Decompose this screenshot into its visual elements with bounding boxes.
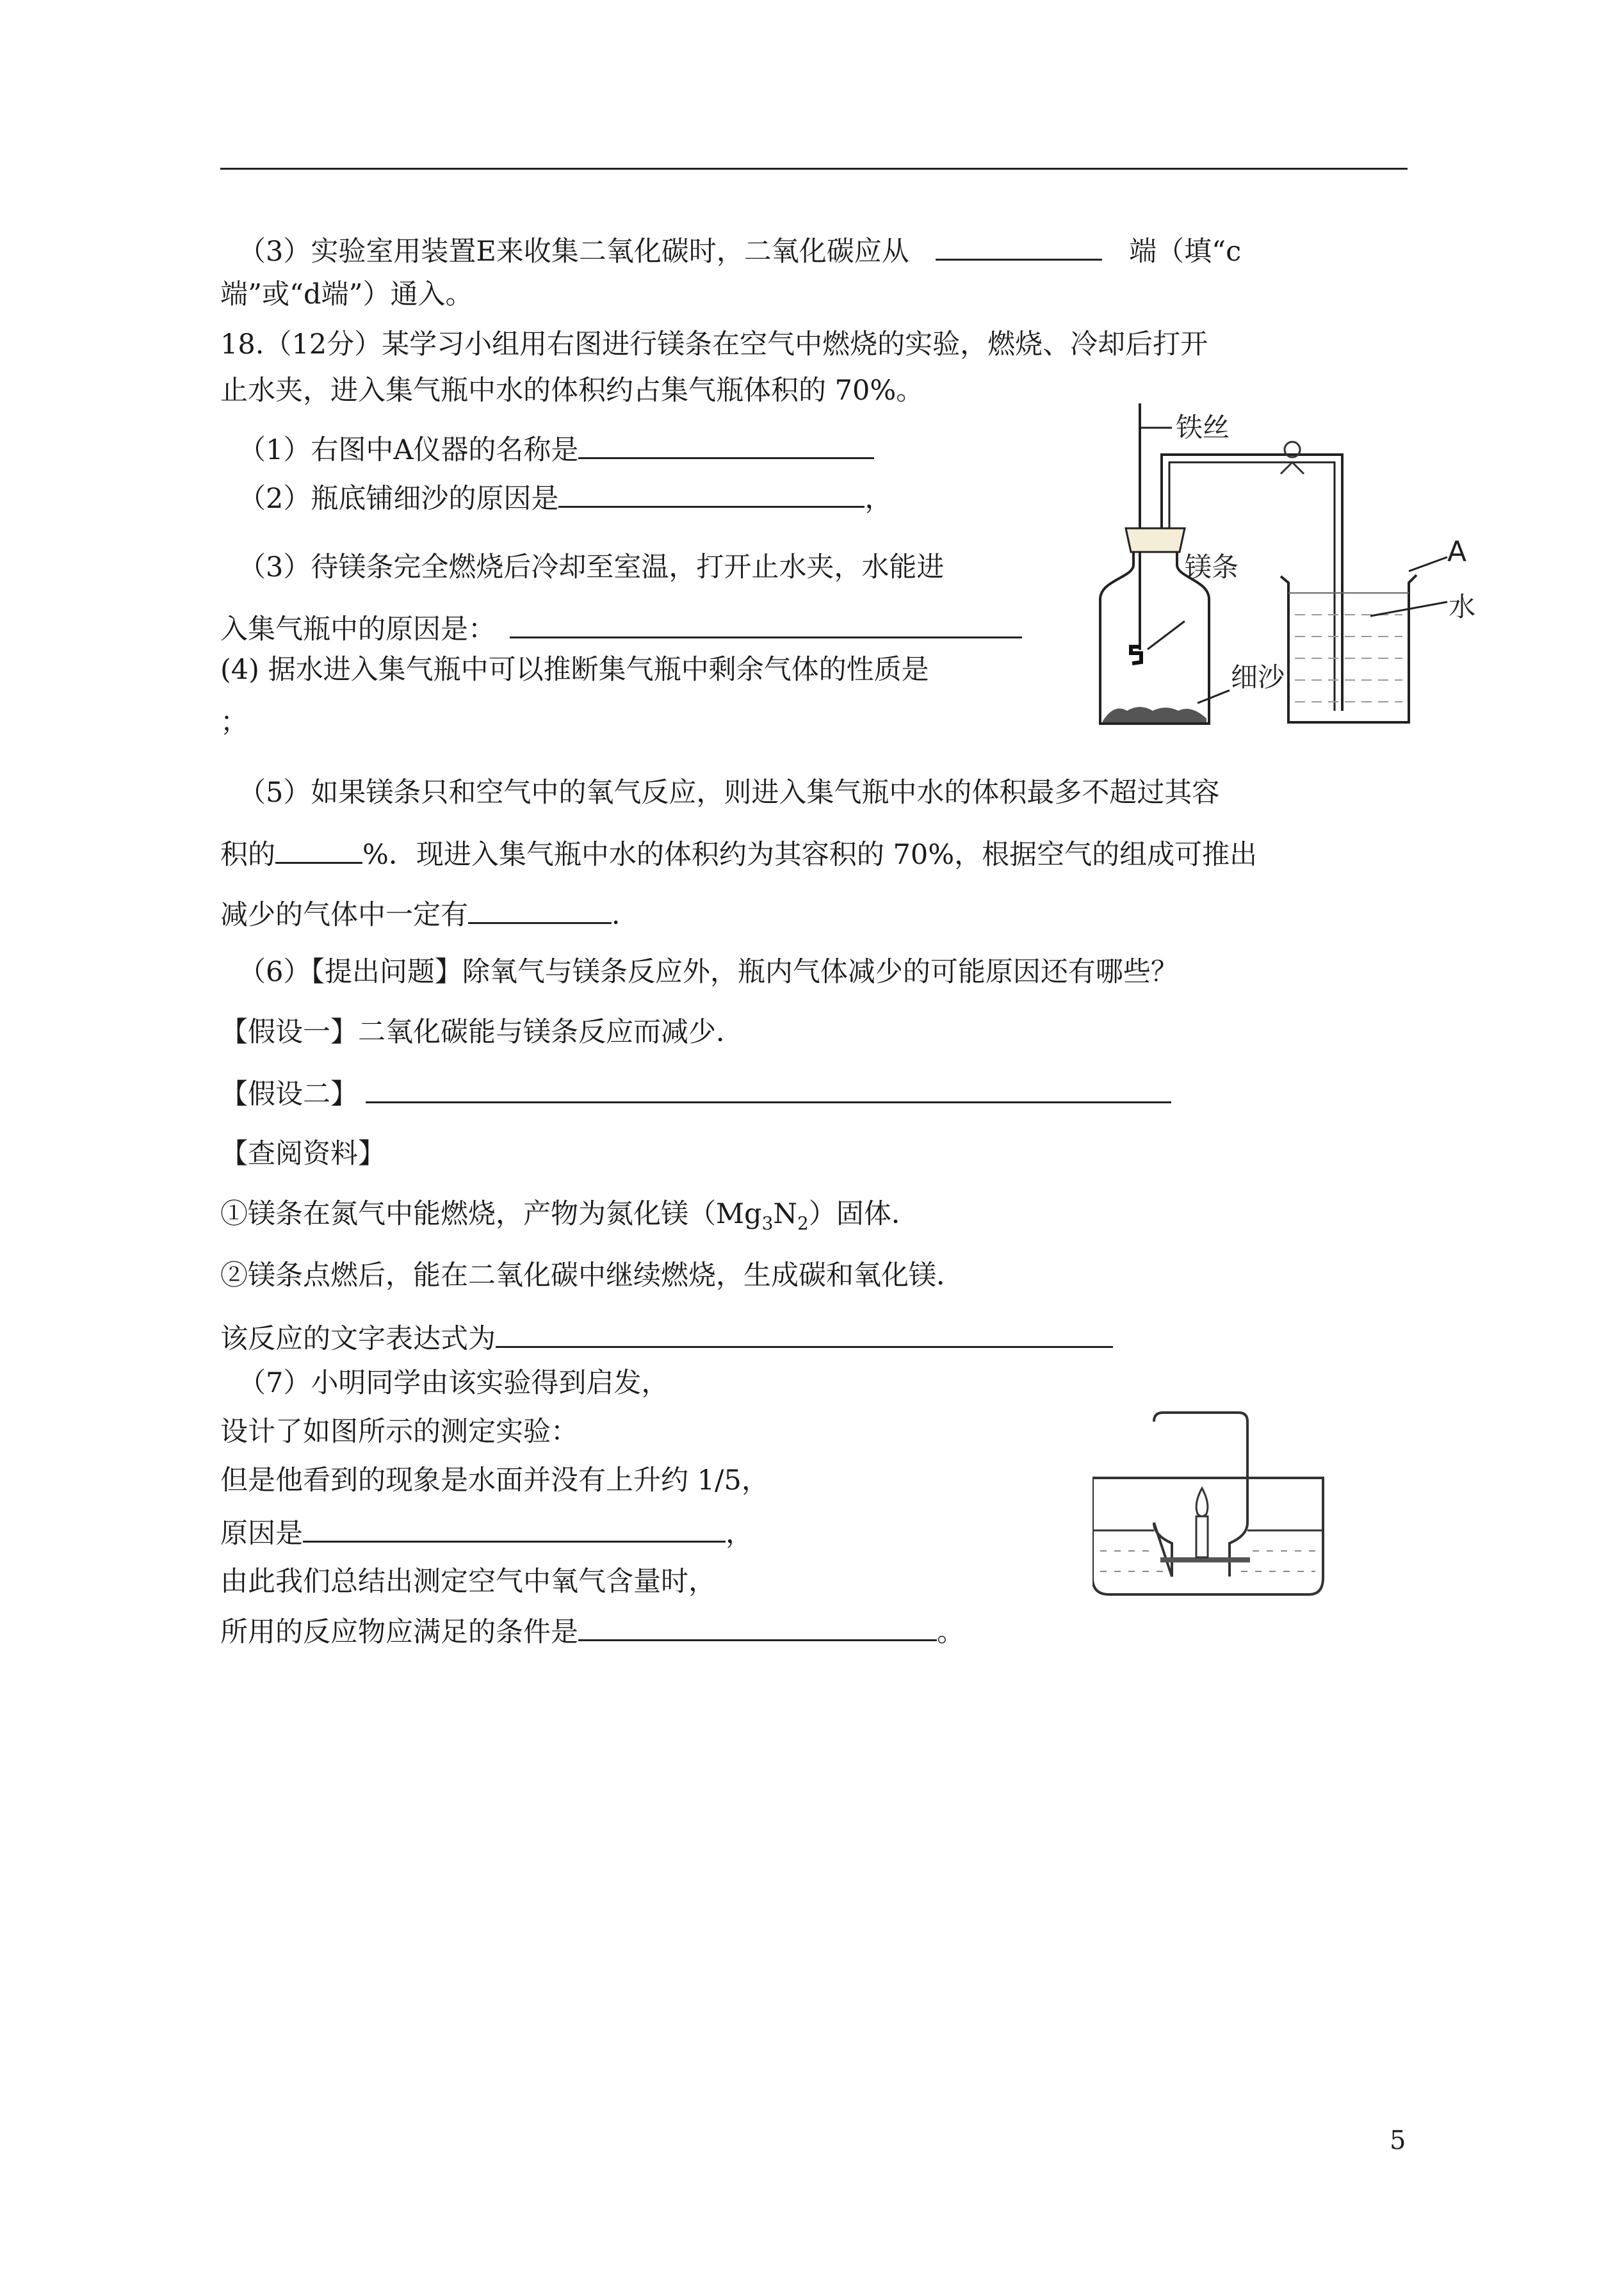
answer-blank-q18-2[interactable] <box>558 478 865 508</box>
q18-s6: （6）【提出问题】除氧气与镁条反应外，瓶内气体减少的可能原因还有哪些？ <box>238 956 1178 988</box>
answer-blank-q18-7a[interactable] <box>303 1512 726 1543</box>
reference-title: 【查阅资料】 <box>220 1138 386 1170</box>
q18-s4a: (4) 据水进入集气瓶中可以推断集气瓶中剩余气体的性质是 <box>220 654 929 686</box>
q18-intro-line2: 止水夹，进入集气瓶中水的体积约占集气瓶体积的 70%。 <box>220 375 924 407</box>
q17-3-line1 <box>238 231 1241 271</box>
stopper <box>1126 528 1185 552</box>
answer-blank-q17-3[interactable] <box>936 231 1102 261</box>
answer-blank-q18-7b[interactable] <box>578 1611 937 1641</box>
candle-flame <box>1196 1488 1208 1516</box>
q18-s5c: 减少的气体中一定有 ． <box>220 894 639 934</box>
leader-line-sand <box>1198 690 1230 703</box>
leader-line-mg <box>1148 621 1185 649</box>
hypothesis-2: 【假设二】 <box>220 1073 1171 1114</box>
beaker <box>1281 575 1417 722</box>
q17-3-line2: 端”或“d端”）通入。 <box>220 279 473 311</box>
apparatus-diagram-magnesium <box>1089 391 1486 736</box>
answer-blank-hypothesis-2[interactable] <box>366 1073 1171 1103</box>
reference-2: ②镁条点燃后，能在二氧化碳中继续燃烧，生成碳和氧化镁． <box>220 1260 964 1292</box>
q18-s7f: 所用的反应物应满足的条件是 。 <box>220 1611 964 1651</box>
q18-s7d: 原因是 ， <box>220 1512 753 1553</box>
answer-blank-q18-5b[interactable] <box>468 894 612 924</box>
leader-line-a <box>1409 557 1447 571</box>
q18-s5b: 积的 %．现进入集气瓶中水的体积约为其容积的 70%，根据空气的组成可推出 <box>220 834 1257 874</box>
q18-s3a: （3）待镁条完全燃烧后冷却至室温，打开止水夹，水能进 <box>238 551 945 583</box>
q18-s7a: （7）小明同学由该实验得到启发， <box>238 1367 669 1399</box>
answer-blank-q18-1[interactable] <box>578 429 874 459</box>
q18-s4b: ； <box>220 706 248 738</box>
header-rule <box>220 168 1408 170</box>
q18-s7c: 但是他看到的现象是水面并没有上升约 1/5， <box>220 1464 769 1496</box>
candle-experiment-diagram <box>1092 1409 1336 1620</box>
q18-s5a: （5）如果镁条只和空气中的氧气反应，则进入集气瓶中水的体积最多不超过其容 <box>238 777 1220 809</box>
label-iron-wire: 铁丝 <box>1176 412 1230 443</box>
page-number: 5 <box>1390 2126 1406 2155</box>
label-a: A <box>1447 535 1467 568</box>
answer-blank-word-equation[interactable] <box>496 1318 1113 1348</box>
label-fine-sand: 细沙 <box>1231 661 1285 693</box>
q17-3-text-a: （3）实验室用装置E来收集二氧化碳时，二氧化碳应从 <box>238 236 909 268</box>
water-lines <box>1295 615 1402 702</box>
q18-s2: （2）瓶底铺细沙的原因是 ， <box>238 478 892 518</box>
hypothesis-1: 【假设一】二氧化碳能与镁条反应而减少． <box>220 1016 743 1048</box>
label-water: 水 <box>1449 591 1476 622</box>
fine-sand <box>1103 707 1206 722</box>
q18-intro-line1: 18.（12分）某学习小组用右图进行镁条在空气中燃烧的实验，燃烧、冷却后打开 <box>220 328 1208 361</box>
q18-s1: （1）右图中A仪器的名称是 <box>238 429 874 469</box>
answer-blank-q18-5a[interactable] <box>275 834 362 864</box>
q18-s3b: 入集气瓶中的原因是： <box>220 608 1022 649</box>
q17-3-text-b: 端（填“c <box>1129 236 1242 268</box>
q18-s7b: 设计了如图所示的测定实验： <box>220 1416 578 1448</box>
candle <box>1196 1516 1208 1557</box>
q18-s7e: 由此我们总结出测定空气中氧气含量时， <box>220 1566 716 1598</box>
reference-1: ①镁条在氮气中能燃烧，产物为氮化镁$(Mg_3N_2)$固体． <box>220 1198 919 1234</box>
label-magnesium: 镁条 <box>1185 551 1239 583</box>
answer-blank-q18-3[interactable] <box>510 608 1022 638</box>
reference-3: 该反应的文字表达式为 <box>220 1318 1113 1358</box>
